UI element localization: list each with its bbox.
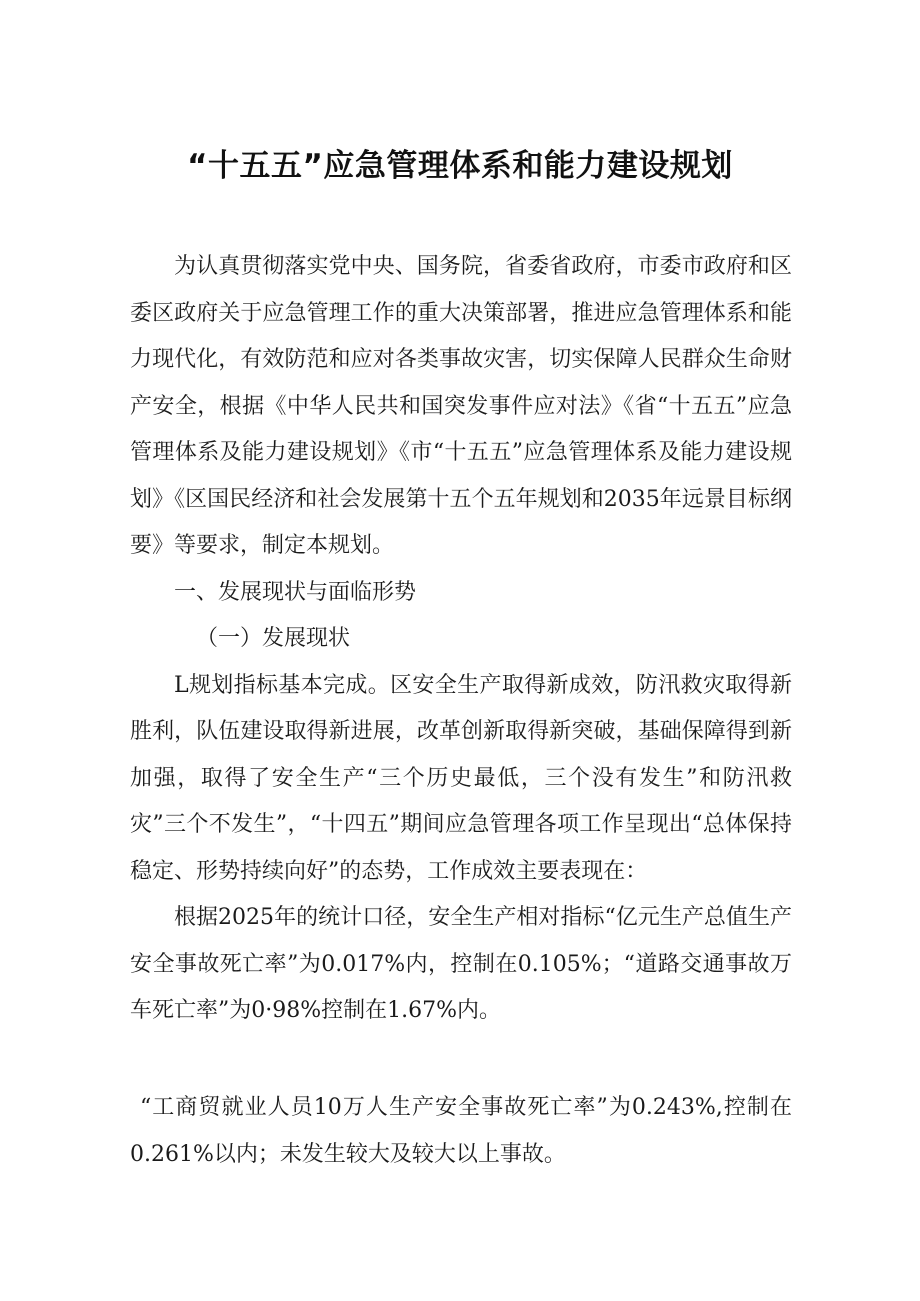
trade-statistics-paragraph: “工商贸就业人员10万人生产安全事故死亡率”为0.243%,控制在0.261%以内；未发生较大及较大以上事故。 <box>130 1095 792 1167</box>
subsection-heading: （一）发展现状 <box>196 626 351 651</box>
document-title: “十五五”应急管理体系和能力建设规划 <box>187 148 733 184</box>
status-paragraph: L规划指标基本完成。区安全生产取得新成效，防汛救灾取得新胜利，队伍建设取得新进展，改革创新取得新突破，基础保障得到新加强，取得了安全生产“三个历史最低，三个没有发生”和防汛救灾”三个不发生”，“十四五”期间应急管理各项工作呈现出“总体保持稳定、形势持续向好”的态势，工作成效主要表现在： <box>130 672 792 884</box>
section-heading: 一、发展现状与面临形势 <box>174 579 417 605</box>
statistics-paragraph: 根据2025年的统计口径，安全生产相对指标“亿元生产总值生产安全事故死亡率”为0.017%内，控制在0.105%；“道路交通事故万车死亡率”为0·98%控制在1.67%内。 <box>130 905 792 1023</box>
intro-paragraph: 为认真贯彻落实党中央、国务院，省委省政府，市委市政府和区委区政府关于应急管理工作的重大决策部署，推进应急管理体系和能力现代化，有效防范和应对各类事故灾害，切实保障人民群众生命财产安全，根据《中华人民共和国突发事件应对法》《省“十五五”应急管理体系及能力建设规划》《市“十五五”应急管理体系及能力建设规划》《区国民经济和社会发展第十五个五年规划和2035年远景目标纲要》等要求，制定本规划。 <box>130 254 792 558</box>
document-body-continued <box>130 1085 792 1178</box>
document-body <box>130 244 792 1035</box>
